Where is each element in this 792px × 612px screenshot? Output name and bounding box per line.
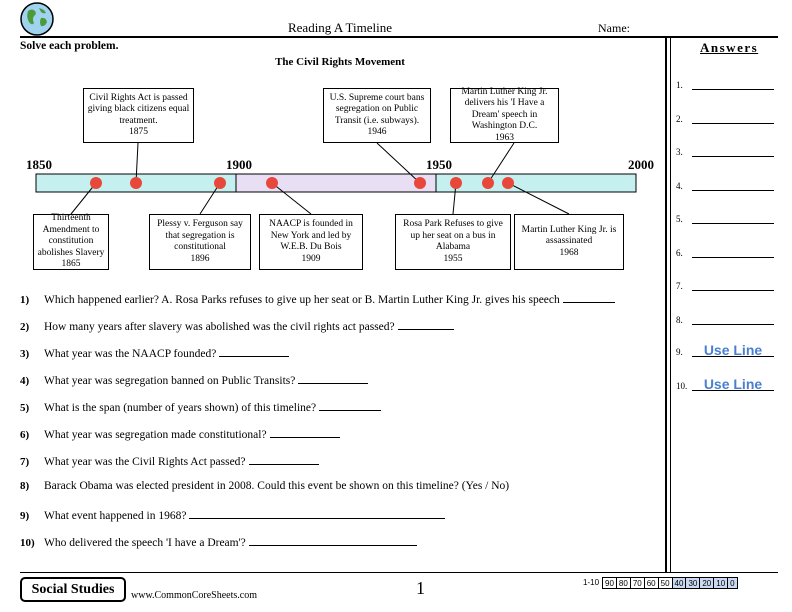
question-3	[20, 345, 289, 360]
event-box-1896	[149, 214, 251, 270]
question-text: What event happened in 1968?	[44, 510, 187, 522]
answer-row-6	[676, 244, 774, 258]
question-number: 10)	[20, 537, 35, 549]
answer-blank[interactable]	[398, 318, 454, 330]
question-text: What is the span (number of years shown) of this timeline?	[44, 402, 317, 414]
event-year: 1955	[443, 253, 463, 264]
answers-title: Answers	[700, 40, 759, 55]
event-box-1968	[514, 214, 624, 270]
answer-line[interactable]: Use Line	[692, 343, 774, 357]
event-dot-1955	[450, 177, 462, 189]
question-text: What year was the Civil Rights Act passed?	[44, 456, 246, 468]
score-cell: 50	[659, 577, 673, 589]
question-number: 2)	[20, 321, 30, 333]
event-dot-1865	[90, 177, 102, 189]
event-dot-1946	[414, 177, 426, 189]
event-text: Plessy v. Ferguson say that segregation is constitutional	[157, 219, 243, 252]
answer-row-5	[676, 210, 774, 224]
answer-row-8	[676, 311, 774, 325]
score-cell: 40	[673, 577, 687, 589]
score-cell: 0	[728, 577, 737, 589]
answer-number: 5.	[676, 214, 683, 224]
website-label: www.CommonCoreSheets.com	[131, 590, 258, 601]
event-text: Martin Luther King Jr. is assassinated	[521, 224, 617, 247]
answer-line[interactable]	[692, 110, 774, 124]
score-cell: 70	[631, 577, 645, 589]
answer-blank[interactable]	[298, 372, 368, 384]
question-text: Which happened earlier? A. Rosa Parks refuses to give up her seat or B. Martin Luther King Jr. gives his speech	[44, 294, 560, 306]
event-box-1909	[259, 214, 363, 270]
answer-number: 3.	[676, 147, 683, 157]
question-number: 3)	[20, 348, 30, 360]
name-label: Name:	[598, 21, 630, 35]
question-6	[20, 426, 340, 441]
answer-row-4	[676, 177, 774, 191]
event-text: Rosa Park Refuses to give up her seat on a bus in Alabama	[403, 219, 503, 252]
score-cell: 30	[686, 577, 700, 589]
answer-number: 6.	[676, 248, 683, 258]
answer-column-divider	[665, 36, 667, 572]
question-7	[20, 453, 319, 468]
year-label-1850: 1850	[26, 157, 52, 172]
answer-number: 10.	[676, 381, 688, 391]
answer-number: 1.	[676, 80, 683, 90]
event-year: 1963	[495, 132, 514, 143]
answer-line[interactable]: Use Line	[692, 377, 774, 391]
year-label-1950: 1950	[426, 157, 452, 172]
answer-blank[interactable]	[189, 507, 445, 519]
subject-badge: Social Studies	[20, 577, 126, 602]
year-label-2000: 2000	[628, 157, 654, 172]
question-text: What year was the NAACP founded?	[44, 348, 217, 360]
event-dot-1968	[502, 177, 514, 189]
answer-row-7	[676, 277, 774, 291]
answer-line[interactable]	[692, 143, 774, 157]
event-year: 1896	[190, 253, 210, 264]
event-dot-1963	[482, 177, 494, 189]
question-text: Barack Obama was elected president in 2008. Could this event be shown on this timeline? (Yes / No)	[44, 480, 510, 492]
question-8	[20, 480, 509, 492]
page-number: 1	[416, 578, 425, 598]
event-year: 1909	[301, 253, 321, 264]
question-5	[20, 399, 381, 414]
event-dot-1896	[214, 177, 226, 189]
timeline-title: The Civil Rights Movement	[275, 56, 405, 68]
question-4	[20, 372, 368, 387]
worksheet-title: Reading A Timeline	[287, 20, 392, 35]
event-text: U.S. Supreme court bans segregation on Public Transit (i.e. subways).	[329, 92, 425, 126]
question-number: 8)	[20, 480, 30, 492]
question-10	[20, 534, 417, 549]
event-year: 1875	[129, 127, 148, 137]
event-dot-1875	[130, 177, 142, 189]
answer-row-9	[676, 343, 774, 357]
event-box-1946	[323, 88, 431, 143]
question-number: 1)	[20, 294, 30, 306]
answer-blank[interactable]	[249, 453, 319, 465]
event-box-1875	[83, 88, 194, 143]
score-cell: 90	[602, 577, 617, 589]
answer-column-divider-inner	[670, 36, 671, 572]
event-year: 1968	[559, 247, 579, 258]
answer-line[interactable]	[692, 210, 774, 224]
answer-row-3	[676, 143, 774, 157]
event-box-1963	[450, 88, 559, 143]
question-text: Who delivered the speech 'I have a Dream'?	[44, 537, 246, 549]
answer-line[interactable]	[692, 177, 774, 191]
answer-blank[interactable]	[249, 534, 417, 546]
answer-number: 4.	[676, 181, 683, 191]
question-number: 9)	[20, 510, 30, 522]
event-text: Martin Luther King Jr. delivers his 'I Have a Dream' speech in Washington D.C.	[461, 86, 548, 132]
event-dot-1909	[266, 177, 278, 189]
question-number: 4)	[20, 375, 30, 387]
answer-number: 7.	[676, 281, 683, 291]
answer-row-10	[676, 377, 774, 391]
timeline-bar-segment-3	[436, 174, 636, 192]
answer-number: 2.	[676, 114, 683, 124]
question-number: 5)	[20, 402, 30, 414]
event-box-1865	[33, 214, 109, 270]
answer-line[interactable]	[692, 277, 774, 291]
answer-number: 9.	[676, 347, 683, 357]
question-text: What year was segregation made constitutional?	[44, 429, 267, 441]
score-cell: 20	[700, 577, 714, 589]
question-9	[20, 507, 445, 522]
question-text: How many years after slavery was abolished was the civil rights act passed?	[44, 321, 395, 333]
answer-blank[interactable]	[219, 345, 289, 357]
event-text: Civil Rights Act is passed giving black citizens equal treatment.	[87, 92, 190, 126]
answer-number: 8.	[676, 315, 683, 325]
answer-blank[interactable]	[563, 291, 615, 303]
event-year: 1865	[61, 259, 81, 270]
score-label: 1-10	[583, 578, 600, 587]
answer-blank[interactable]	[270, 426, 340, 438]
question-number: 6)	[20, 429, 30, 441]
year-label-1900: 1900	[226, 157, 252, 172]
score-cell: 10	[714, 577, 728, 589]
question-2	[20, 318, 454, 333]
answer-line[interactable]	[692, 311, 774, 325]
answer-row-2	[676, 110, 774, 124]
question-1	[20, 291, 615, 306]
score-scale	[581, 577, 738, 589]
answer-line[interactable]	[692, 244, 774, 258]
score-cell: 80	[617, 577, 631, 589]
event-text: Thirteenth Amendment to constitution abolishes Slavery	[37, 213, 105, 258]
answer-line[interactable]	[692, 76, 774, 90]
answer-blank[interactable]	[319, 399, 381, 411]
event-year: 1946	[367, 127, 387, 137]
instructions: Solve each problem.	[20, 40, 119, 52]
question-number: 7)	[20, 456, 30, 468]
question-text: What year was segregation banned on Public Transits?	[44, 375, 296, 387]
event-text: NAACP is founded in New York and led by W.E.B. Du Bois	[269, 219, 353, 252]
footer-rule	[20, 572, 778, 573]
event-box-1955	[395, 214, 511, 270]
answer-row-1	[676, 76, 774, 90]
score-cell: 60	[645, 577, 659, 589]
